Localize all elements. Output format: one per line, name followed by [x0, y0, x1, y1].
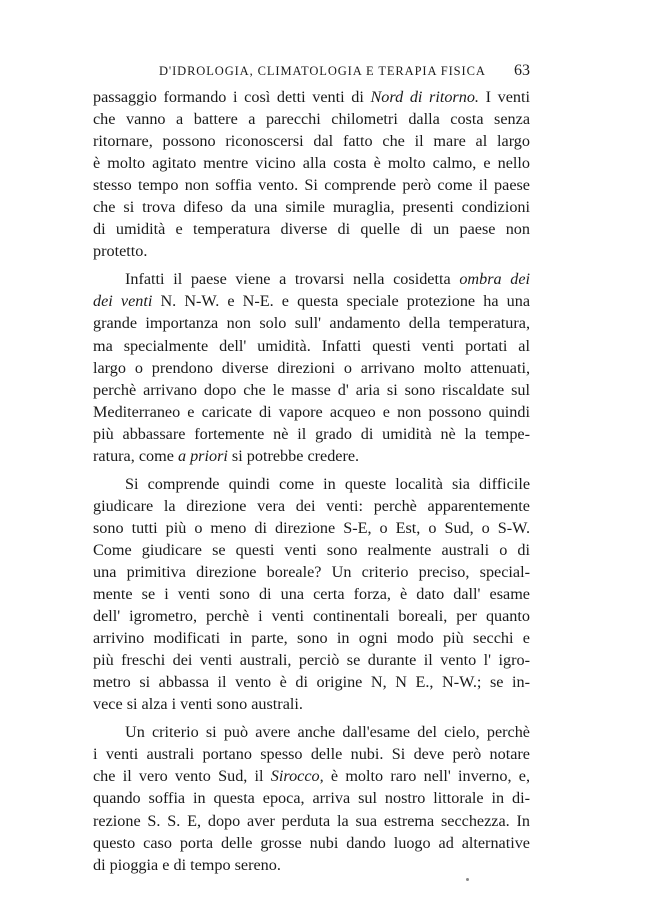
text-run: questo caso porta delle grosse nubi dando luogo ad alternative [93, 833, 530, 852]
running-head: D'IDROLOGIA, CLIMATOLOGIA E TERAPIA FISICA [159, 64, 486, 78]
paragraph [93, 86, 530, 262]
text-run: è molto agitato mentre vicino alla costa è molto calmo, e nello [93, 154, 530, 173]
text-line [93, 174, 530, 196]
text-run: di pioggia e di tempo sereno. [93, 855, 281, 874]
paragraph [93, 473, 530, 716]
text-line [93, 473, 530, 495]
text-line [93, 108, 530, 130]
text-run: dell' igrometro, perchè i venti continentali boreali, per quanto [93, 607, 530, 626]
text-run: Un criterio si può avere anche dall'esame del cielo, perchè [125, 723, 530, 742]
text-line [93, 765, 530, 787]
text-line [93, 86, 530, 108]
text-line [93, 240, 530, 262]
text-run: Come giudicare se questi venti sono realmente australi o di [93, 540, 530, 559]
text-line [93, 312, 530, 334]
text-line [93, 268, 530, 290]
text-line [93, 583, 530, 605]
text-run: che il vero vento Sud, il [93, 767, 271, 786]
text-run: protetto. [93, 242, 148, 261]
paragraph [93, 268, 530, 466]
page-header [93, 62, 530, 82]
text-line [93, 649, 530, 671]
text-run: si potrebbe credere. [227, 446, 360, 465]
text-run: metro si abbassa il vento è di origine N, N E., N-W.; se in- [93, 673, 530, 692]
text-line [93, 627, 530, 649]
text-run: arrivino modificati in parte, sono in ogni modo più secchi e [93, 629, 530, 648]
page-number: 63 [514, 62, 530, 79]
text-run: largo o prendono diverse direzioni o arrivano molto attenuati, [93, 358, 530, 377]
italic-text-run: Nord di ritorno. [370, 88, 479, 106]
italic-text-run: Sirocco, [270, 767, 324, 786]
text-run: stesso tempo non soffia vento. Si comprende però come il paese [93, 176, 530, 195]
text-run: vece si alza i venti sono australi. [93, 695, 303, 714]
text-line [93, 401, 530, 423]
text-line [93, 693, 530, 715]
text-run: i venti australi portano spesso delle nubi. Si deve però notare [93, 745, 530, 764]
paragraph [93, 721, 530, 875]
text-line [93, 539, 530, 561]
text-line [93, 196, 530, 218]
body-text [93, 86, 530, 876]
text-run: Infatti il paese viene a trovarsi nella cosidetta [125, 270, 460, 289]
text-run: che si trova difeso da una simile muraglia, presenti condizioni [93, 198, 530, 217]
text-run: ma specialmente dell' umidità. Infatti questi venti portati al [93, 336, 530, 355]
text-run: è molto raro nell' inverno, e, [323, 767, 531, 786]
text-run: più abbassare fortemente nè il grado di umidità nè la tempe- [93, 424, 530, 443]
text-line [93, 721, 530, 743]
italic-text-run: a priori [177, 446, 228, 465]
text-line [93, 130, 530, 152]
text-line [93, 495, 530, 517]
text-run: Mediterraneo e caricate di vapore acqueo e non possono quindi [93, 402, 530, 421]
text-run: più freschi dei venti australi, perciò se durante il vento l' igro- [93, 651, 530, 670]
text-line [93, 854, 530, 876]
text-line [93, 561, 530, 583]
text-run: Si comprende quindi come in queste località sia difficile [125, 474, 530, 493]
text-line [93, 152, 530, 174]
text-run: quando soffia in questa epoca, arriva sul nostro littorale in di- [93, 789, 530, 808]
text-line [93, 445, 530, 467]
text-run: N. N-W. e N-E. e questa speciale protezione ha una [152, 292, 530, 311]
text-run: una primitiva direzione boreale? Un criterio preciso, special- [93, 562, 530, 581]
text-run: giudicare la direzione vera dei venti: perchè apparentemente [93, 496, 530, 515]
text-run: perchè arrivano dopo che le masse d' aria si sono riscaldate sul [93, 380, 530, 399]
italic-text-run: ombra dei [459, 270, 530, 289]
text-run: rezione S. S. E, dopo aver perduta la sua estrema secchezza. In [93, 811, 530, 830]
text-run: mente se i venti sono di una certa forza, è dato dall' esame [93, 585, 530, 604]
text-line [93, 671, 530, 693]
text-run: di umidità e temperatura diverse di quelle di un paese non [93, 220, 530, 239]
text-line [93, 290, 530, 312]
text-run: ratura, come [93, 446, 178, 465]
text-line [93, 832, 530, 854]
text-line [93, 787, 530, 809]
text-line [93, 218, 530, 240]
text-line [93, 517, 530, 539]
text-line [93, 335, 530, 357]
italic-text-run: dei venti [93, 292, 153, 311]
text-run: passaggio formando i così detti venti di [93, 88, 371, 106]
text-run: sono tutti più o meno di direzione S-E, o Est, o Sud, o S-W. [93, 518, 530, 537]
text-run: grande importanza non solo sull' andamento della temperatura, [93, 314, 530, 333]
text-line [93, 743, 530, 765]
scan-speck [466, 878, 469, 881]
text-run: I venti [478, 88, 530, 106]
text-line [93, 379, 530, 401]
text-line [93, 810, 530, 832]
text-line [93, 605, 530, 627]
text-line [93, 423, 530, 445]
text-run: che vanno a battere a parecchi chilometri dalla costa senza [93, 110, 530, 129]
text-run: ritornare, possono riconoscersi dal fatto che il mare al largo [93, 132, 530, 151]
text-line [93, 357, 530, 379]
